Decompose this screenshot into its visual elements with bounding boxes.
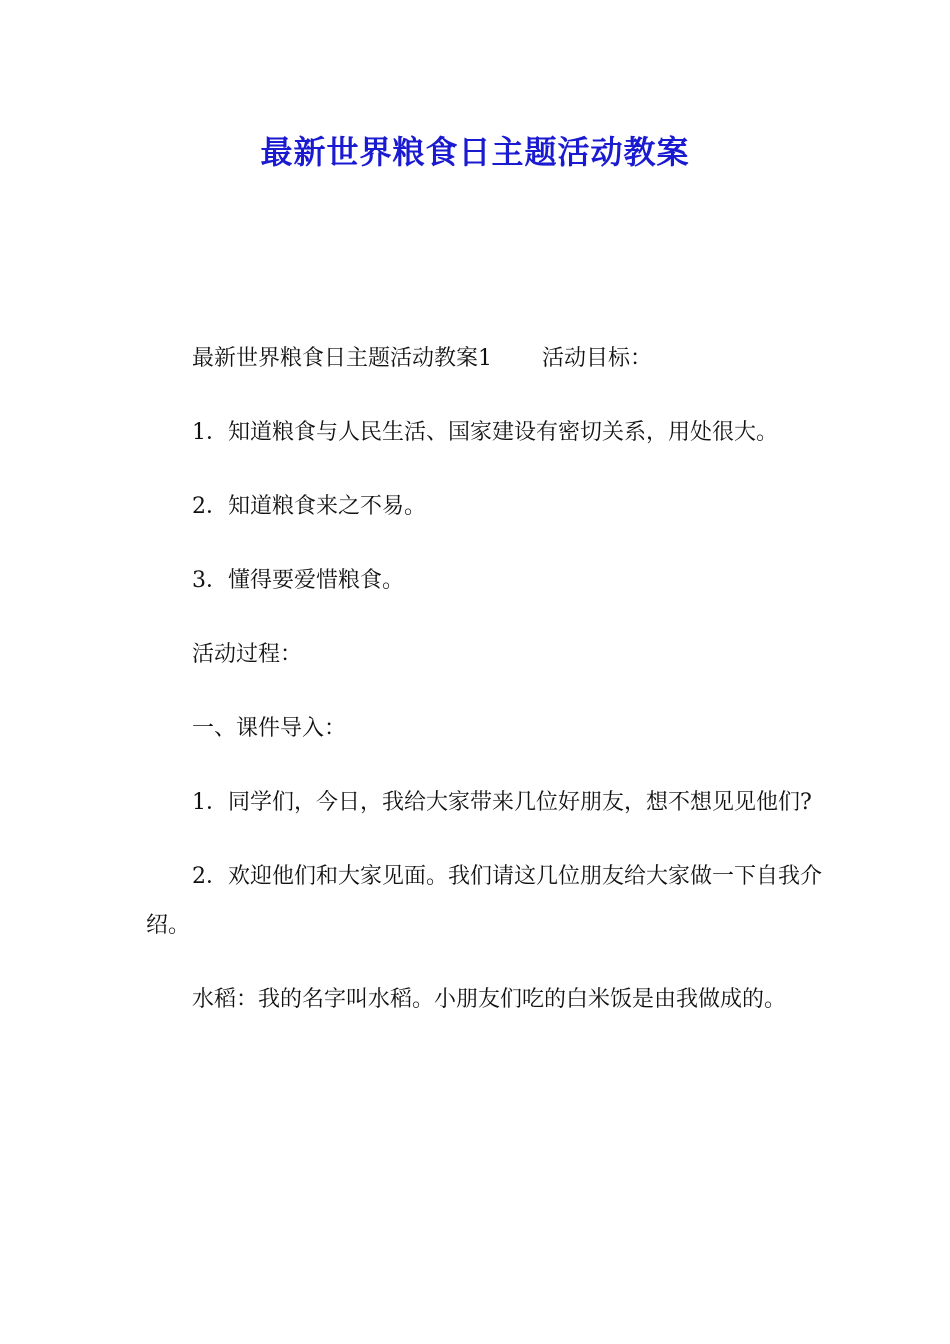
paragraph-goal-3: 3．懂得要爱惜粮食。: [192, 568, 404, 593]
paragraph-rice-intro: 水稻：我的名字叫水稻。小朋友们吃的白米饭是由我做成的。: [192, 987, 787, 1012]
activity-goals-label: 活动目标：: [542, 346, 653, 371]
document-body: [146, 334, 826, 1049]
paragraph-step-1: 1．同学们，今日，我给大家带来几位好朋友，想不想见见他们?: [192, 790, 812, 815]
paragraph-process-label: 活动过程：: [192, 642, 303, 667]
paragraph-goal-1: 1．知道粮食与人民生活、国家建设有密切关系，用处很大。: [192, 420, 778, 445]
document-title: 最新世界粮食日主题活动教案: [260, 133, 690, 171]
paragraph-goal-2: 2．知道粮食来之不易。: [192, 494, 426, 519]
heading-line: [146, 334, 826, 383]
paragraph-step-2: 2．欢迎他们和大家见面。我们请这几位朋友给大家做一下自我介绍。: [146, 864, 822, 938]
lesson-plan-heading: 最新世界粮食日主题活动教案1: [192, 346, 492, 371]
paragraph-section-1: 一、课件导入：: [192, 716, 347, 741]
